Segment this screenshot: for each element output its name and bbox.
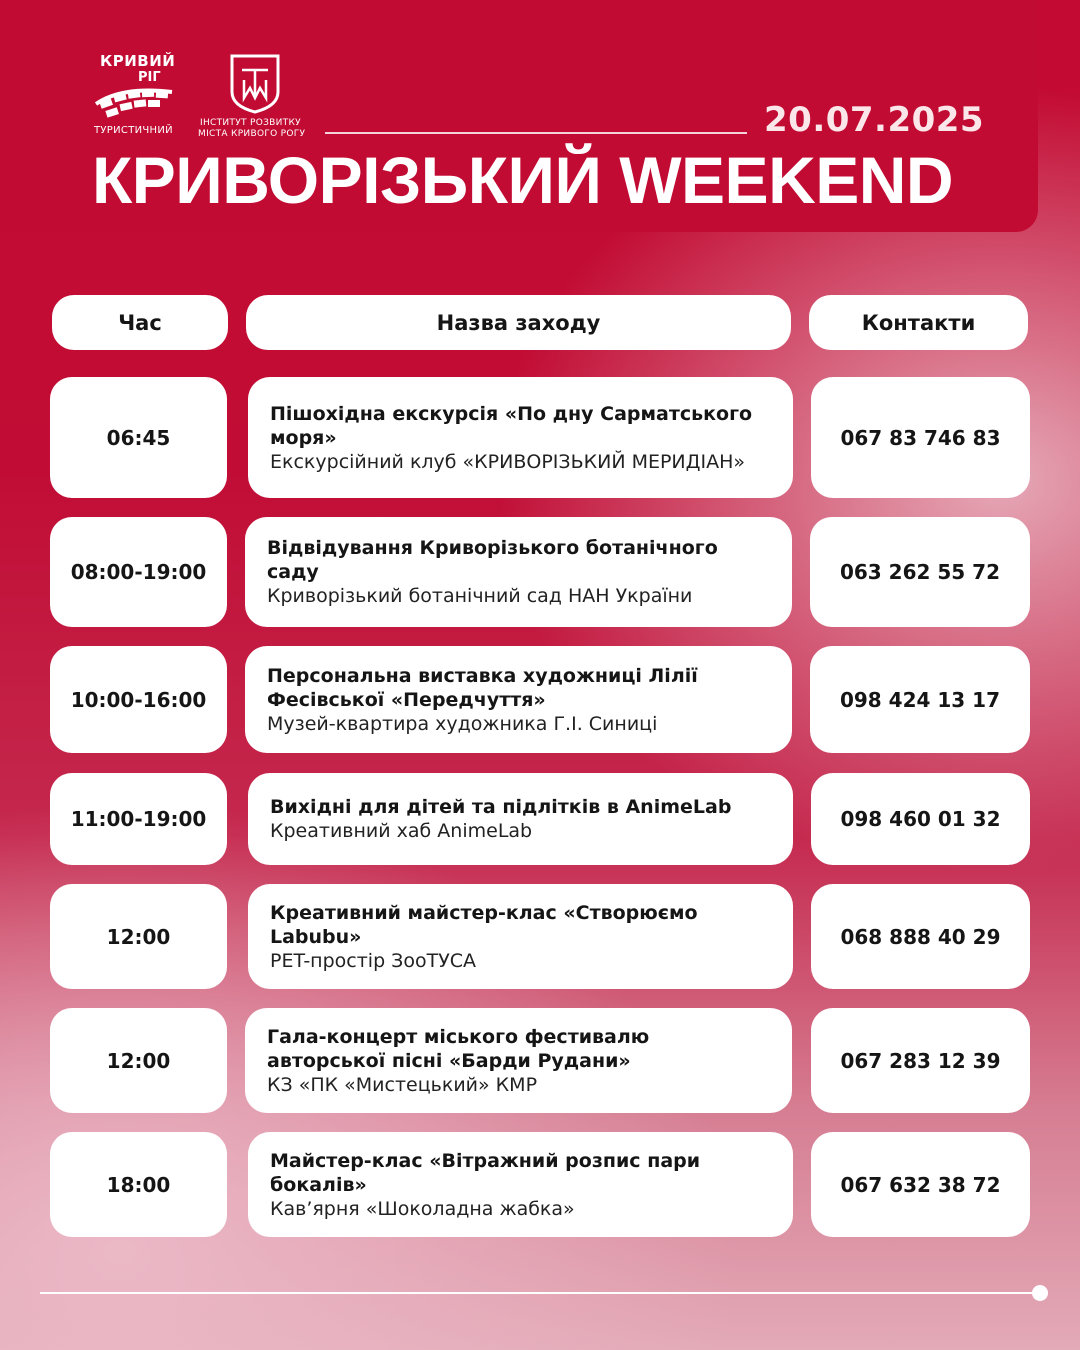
- kryvyi-rih-tourist-logo: [92, 52, 182, 142]
- event-name: Вихідні для дітей та підлітків в AnimeLab: [270, 796, 732, 818]
- event-organizer: Музей-квартира художника Г.І. Синиці: [267, 712, 658, 735]
- table-row-event: [245, 1008, 792, 1113]
- event-organizer: КЗ «ПК «Мистецький» КМР: [267, 1073, 538, 1096]
- column-header-contacts: Контакти: [809, 295, 1028, 350]
- bricks-icon: [92, 82, 176, 122]
- event-name: Пішохідна екскурсія «По дну Сарматського моря»: [270, 402, 753, 449]
- logo1-line2: РІГ: [138, 70, 161, 85]
- logo1-line1: КРИВИЙ: [100, 52, 176, 70]
- event-organizer: Екскурсійний клуб «КРИВОРІЗЬКИЙ МЕРИДІАН»: [270, 450, 745, 473]
- row-time: 10:00-16:00: [50, 646, 227, 753]
- table-row-event: [248, 377, 793, 498]
- row-time: 06:45: [50, 377, 227, 498]
- row-contact: 067 632 38 72: [811, 1132, 1030, 1237]
- row-contact: 068 888 40 29: [811, 884, 1030, 989]
- header-divider: [325, 132, 747, 134]
- row-contact: 098 460 01 32: [811, 773, 1030, 865]
- table-row-event: [248, 884, 793, 989]
- event-name: Майстер-клас «Вітражний розпис пари бокалів»: [270, 1149, 701, 1196]
- event-organizer: Креативний хаб AnimeLab: [270, 820, 533, 842]
- column-header-event: Назва заходу: [246, 295, 791, 350]
- footer-dot: [1032, 1285, 1048, 1301]
- footer-line: [40, 1292, 1040, 1294]
- event-name: Персональна виставка художниці Лілії Фесівської «Передчуття»: [267, 664, 698, 711]
- row-time: 18:00: [50, 1132, 227, 1237]
- table-row-event: [248, 1132, 793, 1237]
- row-contact: 067 83 746 83: [811, 377, 1030, 498]
- shield-emblem-icon: [228, 52, 282, 114]
- table-row-event: [245, 517, 792, 627]
- event-name: Відвідування Криворізького ботанічного саду: [267, 537, 718, 583]
- logo2-line2: МІСТА КРИВОГО РОГУ: [198, 129, 306, 139]
- row-contact: 067 283 12 39: [811, 1008, 1030, 1113]
- row-time: 12:00: [50, 884, 227, 989]
- row-contact: 098 424 13 17: [810, 646, 1030, 753]
- row-time: 08:00-19:00: [50, 517, 227, 627]
- row-time: 12:00: [50, 1008, 227, 1113]
- column-header-time: Час: [52, 295, 228, 350]
- row-time: 11:00-19:00: [50, 773, 227, 865]
- page-title: КРИВОРІЗЬКИЙ WEEKEND: [92, 143, 954, 217]
- event-date: 20.07.2025: [764, 100, 985, 140]
- city-development-institute-logo: [198, 52, 318, 142]
- event-organizer: PET-простір ЗооТУСА: [270, 949, 477, 972]
- table-row-event: [248, 773, 793, 865]
- logo1-line3: ТУРИСТИЧНИЙ: [94, 125, 173, 136]
- event-organizer: Кав’ярня «Шоколадна жабка»: [270, 1197, 575, 1220]
- table-row-event: [245, 646, 792, 753]
- row-contact: 063 262 55 72: [810, 517, 1030, 627]
- event-name: Гала-концерт міського фестивалю авторської пісні «Барди Рудани»: [267, 1025, 650, 1072]
- logo2-line1: ІНСТИТУТ РОЗВИТКУ: [200, 118, 301, 128]
- event-organizer: Криворізький ботанічний сад НАН України: [267, 585, 693, 607]
- event-name: Креативний майстер-клас «Створюємо Labubu»: [270, 901, 698, 948]
